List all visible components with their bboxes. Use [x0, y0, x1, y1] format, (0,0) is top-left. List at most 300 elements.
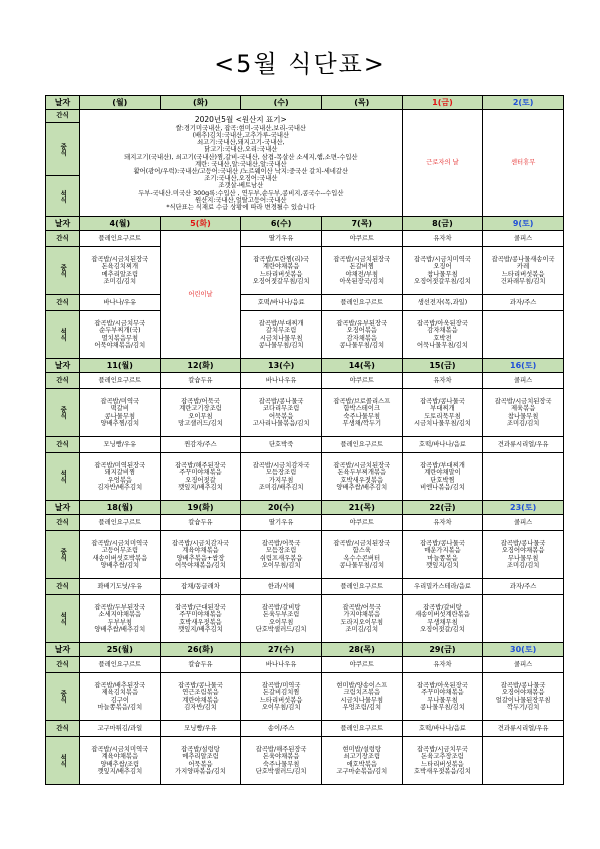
snack-cell: 단호박죽: [241, 437, 322, 453]
date-label: 날자: [46, 643, 80, 657]
menu-line: 잡곡밥/배추된장국: [94, 682, 146, 690]
date-header: 25(월): [80, 643, 161, 657]
snack-cell: 꽈배기도넛/우유: [80, 579, 161, 595]
date-header: 30(토): [483, 643, 564, 657]
menu-line: 잡곡밥/어묵국: [342, 604, 382, 612]
holiday-label: 근로자의 날: [402, 110, 483, 217]
dinner-cell: [321, 311, 402, 359]
menu-line: 소세지야채볶음: [98, 611, 142, 619]
snack-cell: 플레인요구르트: [80, 657, 161, 673]
lunch-cell: [483, 247, 564, 295]
menu-line: 느타리버섯볶음: [421, 760, 464, 768]
lunch-cell: [321, 673, 402, 721]
date-header: 15(금): [402, 359, 483, 373]
lunch-cell: [160, 673, 241, 721]
menu-line: 얼갈이나물된장무침: [495, 696, 551, 704]
menu-line: 우엉조림/김치: [342, 703, 382, 711]
menu-line: 카레: [517, 263, 530, 271]
lunch-cell: [483, 673, 564, 721]
menu-line: 조미김/김치: [345, 625, 379, 633]
snack-cell: 플레인요구르트: [321, 295, 402, 311]
menu-line: 잡곡밥/아욱된장국: [417, 320, 468, 328]
menu-line: 잡곡밥/시금치된장국: [333, 540, 391, 548]
lunch-cell: [80, 389, 161, 437]
lunch-cell: [402, 673, 483, 721]
menu-line: 건파래무침/김치: [500, 277, 546, 285]
menu-line: 도토리묵무침: [424, 412, 461, 420]
notice-line: 두부-국내산.미국산 300g록:수입산 , 연두부,순두부,콩비지,콩국수--수입산: [138, 189, 344, 197]
snack-cell: 칼슘두유: [160, 657, 241, 673]
menu-line: 깻잎지/배추김치: [178, 483, 223, 491]
menu-line: 호박새우젓볶음/김치: [414, 767, 471, 775]
dinner-cell: [241, 737, 322, 785]
date-header: 22(금): [402, 501, 483, 515]
menu-line: 가지무침: [268, 476, 294, 484]
menu-line: 돈갈비김치찜: [262, 689, 300, 697]
menu-line: 잡곡밥/유부된장국: [336, 320, 388, 328]
menu-line: 오징어: [433, 263, 452, 271]
notice-line: 원산지:국내산,얼탈고등어:국내산: [195, 196, 287, 204]
notice-line: 닭고기:국내산,오리:국내산: [204, 146, 278, 154]
notice-line: 쌀:경기미국내산, 잡곡:현미-국내산,보리-국내산: [175, 124, 306, 132]
menu-line: 돈육야채볶음: [262, 753, 300, 761]
menu-line: 계란야채볶음: [262, 263, 300, 271]
menu-line: 호박전: [433, 334, 452, 342]
menu-line: 잡곡밥/시금치감자국: [252, 462, 310, 470]
lunch-cell: [321, 247, 402, 295]
menu-line: 고사리나물볶음/김치: [252, 419, 310, 427]
menu-line: 잡곡밥/시금치무국: [94, 320, 146, 328]
menu-line: 잡곡밥/시금치된장국: [333, 256, 391, 264]
menu-line: 잡곡밥/시금치미역국: [91, 746, 149, 754]
menu-line: 잡곡밥/시금치감자국: [172, 540, 229, 548]
snack-cell: 과자/주스: [483, 295, 564, 311]
date-header: 1(금): [402, 96, 483, 110]
menu-line: 느타리버섯볶음: [259, 270, 303, 278]
menu-line: 잡곡밥/콩나물새송이국: [491, 256, 555, 264]
menu-line: 비엔나볶음/김치: [420, 483, 465, 491]
snack-cell: 칼슘두유: [160, 515, 241, 531]
snack-cell: 모닝빵/우유: [160, 721, 241, 737]
snack-label: 간식: [46, 373, 80, 389]
snack-label: 간식: [46, 657, 80, 673]
menu-line: 잡곡밥/두부된장국: [94, 604, 146, 612]
menu-line: 조미김/김치: [103, 277, 137, 285]
snack-label: 간식: [46, 437, 80, 453]
menu-line: 조미김/김치: [506, 561, 540, 569]
lunch-cell: [241, 247, 322, 295]
lunch-cell: [402, 389, 483, 437]
menu-line: 조미김/배추김치: [258, 483, 304, 491]
menu-line: 제육김치볶음: [101, 689, 139, 697]
menu-line: 깻잎지/배추김치: [97, 767, 143, 775]
menu-line: 오징어볶음: [346, 327, 377, 335]
date-label: 날자: [46, 501, 80, 515]
dinner-cell: [241, 595, 322, 643]
notice-line: 활어(광어/우럭):국내산/고등어:국내산 /노르웨이산 낙지:중국산 갈치-세네갈산: [133, 168, 349, 175]
dinner-label: 석식: [46, 176, 80, 217]
snack-cell: 딸기우유: [241, 515, 322, 531]
lunch-cell: [321, 389, 402, 437]
menu-line: 어묵나물무침/김치: [417, 341, 468, 349]
menu-line: 참나물무침: [427, 270, 458, 278]
snack-cell: 한과/식혜: [241, 579, 322, 595]
menu-line: 어묵야채볶음/김치: [175, 561, 226, 569]
menu-line: 숙주나물무침: [262, 760, 300, 768]
snack-label: 간식: [46, 231, 80, 247]
menu-line: 깻잎지/김치: [426, 561, 459, 569]
date-header-row: [46, 501, 564, 515]
menu-line: 무생채무침: [427, 618, 458, 626]
snack-cell: 딸기우유: [241, 231, 322, 247]
notice-line: (배추)김치:국내산,고추가루-국내산: [192, 131, 290, 139]
snack-cell: 고구마튀김/과일: [80, 721, 161, 737]
menu-line: 단호박샐러드/김치: [255, 625, 307, 633]
menu-line: 잡곡밥/콩나물국: [258, 398, 304, 406]
dinner-cell: [80, 595, 161, 643]
menu-line: 갈치무조림: [265, 327, 297, 335]
date-header: 21(목): [321, 501, 402, 515]
menu-line: 돈육고추장조림: [421, 753, 464, 761]
snack-cell: 우리밀카스테라/음료: [402, 579, 483, 595]
menu-line: 단호박샐러드/김치: [255, 767, 307, 775]
meal-table: [45, 95, 564, 785]
dinner-cell: [160, 453, 241, 501]
menu-line: 무나물무침: [507, 554, 539, 562]
lunch-cell: [241, 389, 322, 437]
date-header: 5(화): [160, 217, 241, 231]
date-label: 날자: [46, 359, 80, 373]
snack-cell: 야쿠르트: [321, 231, 402, 247]
date-label: 날자: [46, 217, 80, 231]
menu-line: 우엉볶음: [107, 476, 132, 484]
menu-line: 오이무침/김치: [261, 703, 301, 711]
menu-line: 가지야채볶음: [343, 611, 381, 619]
snack-cell: 과자/주스: [483, 579, 564, 595]
menu-line: 쇠고기장조림: [343, 753, 381, 761]
holiday-label: 어린이날: [160, 231, 241, 359]
notice-line: 조기:국내산,오징어:국내산: [204, 175, 278, 183]
date-label: 날자: [46, 96, 80, 110]
menu-line: 잡곡밥/갈비탕: [261, 604, 301, 612]
date-header-row: [46, 643, 564, 657]
lunch-cell: [241, 531, 322, 579]
menu-line: 잡곡밥/해주된장국: [175, 462, 226, 470]
date-header: 2(토): [483, 96, 564, 110]
date-header: 9(토): [483, 217, 564, 231]
menu-line: 양배추찜/김치: [100, 419, 140, 427]
menu-line: 어묵야채볶음/김치: [94, 341, 146, 349]
menu-line: 감자채볶음: [346, 334, 377, 342]
menu-line: 오이무침: [268, 618, 294, 626]
menu-line: 잡곡밥/미역국: [100, 398, 140, 406]
date-header: 11(월): [80, 359, 161, 373]
date-header: 14(목): [321, 359, 402, 373]
menu-line: 함박스테이크: [343, 405, 381, 413]
dinner-cell: [80, 737, 161, 785]
menu-line: 계란야채말이: [424, 469, 461, 477]
menu-line: 계육야채볶음: [101, 753, 139, 761]
dinner-cell: [402, 453, 483, 501]
menu-line: 오이무침: [188, 412, 213, 420]
menu-line: 모듬장조림: [265, 469, 297, 477]
menu-line: 계육야채볶음: [182, 547, 219, 555]
menu-line: 양배추쌈/김치: [100, 561, 140, 569]
dinner-cell: [241, 453, 322, 501]
empty-cell: [483, 453, 564, 501]
menu-line: 깍두기/김치: [506, 703, 540, 711]
snack-cell: 플레인요구르트: [80, 231, 161, 247]
lunch-cell: [80, 247, 161, 295]
empty-cell: [483, 595, 564, 643]
menu-line: 오징어젓갈무침/김치: [414, 277, 471, 285]
holiday-label: 센터휴무: [483, 110, 564, 217]
snack-cell: 쿨피스: [483, 657, 564, 673]
menu-line: 잡곡밥/콩나물국: [420, 540, 465, 548]
menu-line: 양배추쌈/배추김치: [94, 625, 146, 633]
empty-cell: [483, 311, 564, 359]
snack-cell: 바나나우유: [241, 373, 322, 389]
menu-line: 콩나물무침/김치: [258, 341, 304, 349]
menu-line: 잡곡밥/아욱된장국: [417, 682, 468, 690]
menu-line: 애호박볶음: [346, 760, 377, 768]
dinner-cell: [402, 311, 483, 359]
menu-line: 돈육두부찌개볶음: [337, 469, 387, 477]
menu-line: 오징어젓갈: [185, 476, 216, 484]
menu-line: 시금치나물무침: [340, 696, 384, 704]
menu-line: 오징어야채볶음: [501, 689, 545, 697]
dinner-cell: [160, 595, 241, 643]
empty-cell: [483, 737, 564, 785]
menu-line: 떡갈비: [110, 405, 129, 413]
snack-cell: 야쿠르트: [321, 657, 402, 673]
menu-line: 두부부침: [107, 618, 132, 626]
menu-line: 쉬림프새우볶음: [259, 554, 303, 562]
snack-label: 간식: [46, 515, 80, 531]
menu-line: 잡곡밥/토란찜(리)국: [253, 256, 309, 264]
lunch-label: 중식: [46, 531, 80, 579]
menu-line: 숙주나물무침: [343, 412, 381, 420]
snack-cell: 견과류시리얼/우유: [483, 437, 564, 453]
lunch-cell: [402, 247, 483, 295]
snack-cell: 플레인요구르트: [80, 515, 161, 531]
menu-line: 양배추쌈/조림: [100, 760, 140, 768]
menu-line: 돼지갈비찜: [104, 469, 136, 477]
menu-line: 메추리알조림: [182, 753, 219, 761]
date-header: 28(목): [321, 643, 402, 657]
menu-line: 잡곡밥/콩나물국: [500, 682, 546, 690]
notice-line: 쇠고기:국내산,돼지고기-국내산,: [197, 139, 285, 147]
snack-cell: 유자차: [402, 515, 483, 531]
date-header: 23(토): [483, 501, 564, 515]
menu-line: 김자반/김치: [184, 703, 217, 711]
lunch-label: 중식: [46, 247, 80, 295]
snack-cell: 생선전자(목,과일): [402, 295, 483, 311]
menu-line: 망고샐러드/김치: [178, 419, 223, 427]
menu-line: 콩나물무침: [104, 412, 136, 420]
lunch-label: 중식: [46, 673, 80, 721]
menu-line: 잡곡밥/미역국: [261, 682, 301, 690]
lunch-cell: [160, 531, 241, 579]
dinner-cell: [321, 595, 402, 643]
menu-line: 잡곡밥/콩나물국: [500, 540, 546, 548]
menu-line: 잡곡밥/브로콜리스프: [333, 398, 391, 406]
date-header: 12(화): [160, 359, 241, 373]
snack-cell: 바나나/우유: [80, 295, 161, 311]
snack-cell: 플레인요구르트: [321, 721, 402, 737]
menu-line: 잡곡밥/부대찌개: [258, 320, 304, 328]
dinner-label: 석식: [46, 737, 80, 785]
notice-line: *식단표는 식재료 수급 상황에 따라 변경될수 있습니다: [166, 204, 316, 212]
snack-cell: 견과류시리얼/우유: [483, 721, 564, 737]
menu-line: 계란고기장조림: [179, 405, 222, 413]
snack-cell: 유자차: [402, 373, 483, 389]
menu-line: 호박새우젓볶음: [340, 476, 384, 484]
menu-line: 무생채/깍두기: [342, 419, 382, 427]
date-header: 29(금): [402, 643, 483, 657]
menu-line: 함스육: [352, 547, 371, 555]
date-header: 7(목): [321, 217, 402, 231]
date-header: 18(월): [80, 501, 161, 515]
dinner-cell: [80, 311, 161, 359]
dinner-label: 석식: [46, 453, 80, 501]
menu-line: 오징어야채볶음: [501, 547, 545, 555]
lunch-cell: [241, 673, 322, 721]
menu-line: 야채전/부침: [345, 270, 379, 278]
page-title: <5월 식단표>: [214, 50, 386, 78]
menu-line: 단호박찜: [430, 476, 455, 484]
date-header: (목): [321, 96, 402, 110]
menu-line: 아욱된장국/김치: [339, 277, 385, 285]
date-header: 13(수): [241, 359, 322, 373]
snack-cell: 잡채/동글래차: [160, 579, 241, 595]
date-header: 8(금): [402, 217, 483, 231]
dinner-cell: [402, 737, 483, 785]
dinner-label: 석식: [46, 311, 80, 359]
menu-line: 호박새우젓볶음: [179, 618, 222, 626]
menu-line: 무나물무침: [427, 696, 458, 704]
notice-line: 계란: 국내산,알:국내산,알:국내산: [195, 160, 287, 168]
snack-cell: 쿨피스: [483, 373, 564, 389]
menu-line: 잡곡밥/콩나물국: [420, 398, 465, 406]
date-header: 6(수): [241, 217, 322, 231]
date-header: 4(월): [80, 217, 161, 231]
dinner-cell: [80, 453, 161, 501]
menu-line: 잡곡밥/근대된장국: [175, 604, 226, 612]
snack-cell: 모닝빵/우유: [80, 437, 161, 453]
menu-line: 콩나물무침/김치: [339, 561, 385, 569]
menu-line: 고구마순볶음/김치: [336, 767, 388, 775]
menu-line: 잡곡밥/시금치된장국: [494, 398, 552, 406]
menu-line: 매운가지볶음: [424, 547, 461, 555]
snack-cell: 플레인요구르트: [321, 579, 402, 595]
date-header-row: [46, 217, 564, 231]
menu-line: 새송이버섯계란볶음: [415, 611, 470, 619]
menu-line: 도라지오이무침: [340, 618, 384, 626]
menu-line: 잡곡밥/시금치된장국: [91, 256, 149, 264]
snack-label: 간식: [46, 110, 80, 123]
menu-line: 옥수수콘버터: [343, 554, 381, 562]
menu-line: 양배추볶음+쌈장: [176, 554, 225, 562]
menu-line: 순두부찌개(국): [99, 327, 141, 335]
menu-line: 콩나물무침/김치: [339, 341, 385, 349]
menu-line: 시금치나물무침/김치: [414, 419, 471, 427]
menu-line: 코다리무조림: [262, 405, 300, 413]
snack-cell: 야쿠르트: [321, 373, 402, 389]
menu-line: 연근조림볶음: [182, 689, 219, 697]
dinner-cell: [241, 311, 322, 359]
date-header: 19(화): [160, 501, 241, 515]
snack-cell: 찐감자/주스: [160, 437, 241, 453]
menu-line: 어묵볶음: [268, 412, 294, 420]
menu-line: 가지양파볶음/김치: [175, 767, 226, 775]
menu-line: 크림치즈볶음: [343, 689, 381, 697]
menu-line: 부대찌개: [430, 405, 455, 413]
menu-line: 주꾸미야채볶음: [179, 469, 222, 477]
date-header-row: [46, 359, 564, 373]
menu-line: 잡곡밥/시금치미역국: [91, 540, 149, 548]
dinner-cell: [321, 453, 402, 501]
menu-line: 잡곡밥/콩나물국: [178, 682, 223, 690]
menu-line: 모듬장조림: [265, 547, 297, 555]
menu-line: 현미밥/양송이스프: [336, 682, 388, 690]
lunch-cell: [483, 531, 564, 579]
date-header: 20(수): [241, 501, 322, 515]
menu-line: 느타리버섯볶음: [501, 270, 545, 278]
menu-line: 조미김/김치: [506, 419, 540, 427]
menu-line: 현미밥/설렁탕: [342, 746, 382, 754]
snack-cell: 호떡/바나나/음료: [241, 295, 322, 311]
menu-line: 마늘쫑볶음/김치: [97, 703, 143, 711]
menu-line: 시금치나물무침: [259, 334, 303, 342]
menu-line: 느타리버섯볶음: [259, 696, 303, 704]
menu-line: 김구이: [110, 696, 129, 704]
menu-line: 주꾸미야채볶음: [421, 689, 464, 697]
menu-line: 돈갈비찜: [349, 263, 374, 271]
lunch-cell: [483, 389, 564, 437]
snack-cell: 유자차: [402, 231, 483, 247]
menu-line: 잡곡밥/부대찌개: [420, 462, 465, 470]
origin-notice: [80, 110, 403, 217]
menu-line: 잡곡밥/시금치된장국: [333, 462, 391, 470]
menu-line: 주꾸미야채볶음: [179, 611, 222, 619]
date-header: (월): [80, 96, 161, 110]
dinner-label: 석식: [46, 595, 80, 643]
date-header: (수): [241, 96, 322, 110]
snack-cell: 호떡/바나나/음료: [402, 437, 483, 453]
menu-line: 오징어젓갈무침/김치: [252, 277, 310, 285]
menu-line: 돈육두부조림: [262, 611, 300, 619]
snack-cell: 송이/주스: [241, 721, 322, 737]
snack-label: 간식: [46, 721, 80, 737]
notice-line: 조갯살-베트남산: [218, 182, 264, 190]
menu-line: 잡곡밥/어묵국: [181, 398, 220, 406]
snack-cell: 바나나우유: [241, 657, 322, 673]
snack-cell: 플레인요구르트: [80, 373, 161, 389]
snack-label: 간식: [46, 579, 80, 595]
menu-line: 메추리알조림: [101, 270, 139, 278]
menu-line: 계란야채볶음: [182, 696, 219, 704]
lunch-label: 중식: [46, 389, 80, 437]
menu-line: 오이무침/김치: [261, 561, 301, 569]
menu-line: 양배추쌈/배추김치: [336, 483, 388, 491]
menu-line: 잡곡밥/설렁탕: [181, 746, 220, 754]
menu-line: 마늘쫑볶음: [427, 554, 458, 562]
menu-line: 멸치볶음무침: [101, 334, 139, 342]
snack-cell: 칼슘두유: [160, 373, 241, 389]
dinner-cell: [321, 737, 402, 785]
snack-cell: 쿨피스: [483, 231, 564, 247]
